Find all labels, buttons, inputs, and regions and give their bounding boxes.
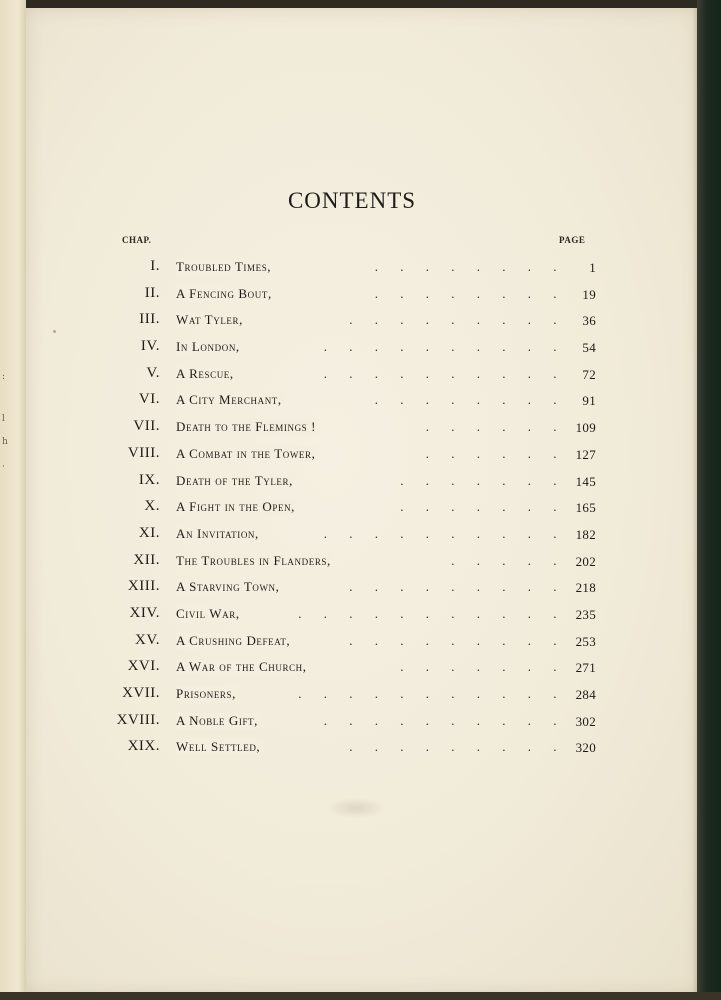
page-number: 72 [582, 366, 596, 382]
toc-row [96, 576, 596, 603]
chapter-number: XII. [133, 551, 160, 568]
book-cover-bottom-edge [0, 992, 721, 1000]
toc-row [96, 523, 596, 550]
chapter-title: A City Merchant, [176, 392, 288, 408]
chapter-title: The Troubles in Flanders, [176, 553, 337, 569]
strip-mark: l [2, 414, 5, 424]
chapter-number: XV. [135, 631, 160, 648]
chapter-title: A Rescue, [176, 366, 240, 382]
page-number: 235 [575, 606, 596, 622]
chapter-number: IX. [138, 471, 160, 488]
page-number: 127 [575, 446, 596, 462]
dot-leader: . . . . . . . [400, 659, 566, 675]
chapter-number: XIII. [127, 578, 160, 595]
page-number: 202 [575, 553, 596, 569]
dot-leader: . . . . . . . . . . [323, 525, 566, 541]
chapter-title: Well Settled, [176, 739, 266, 755]
dot-leader: . . . . . . . . . [349, 739, 566, 755]
chapter-title: An Invitation, [176, 526, 265, 542]
dot-leader: . . . . . . [425, 419, 566, 435]
chapter-number: XI. [138, 524, 160, 541]
dot-leader: . . . . . . . [400, 499, 566, 515]
chapter-title: A Noble Gift, [176, 713, 264, 729]
toc-row [96, 389, 596, 416]
toc-row [96, 736, 596, 763]
chapter-title: A War of the Church, [176, 659, 313, 675]
dot-leader: . . . . . . . . . [349, 312, 566, 328]
paper-smudge [326, 798, 386, 818]
chapter-title: Civil War, [176, 606, 246, 622]
chapter-number: III. [139, 311, 160, 328]
chapter-title: A Starving Town, [176, 579, 286, 595]
chapter-number: II. [144, 284, 160, 301]
dot-leader: . . . . . . . . [374, 285, 566, 301]
chapter-number: VI. [138, 391, 160, 408]
toc-row [96, 363, 596, 390]
page-number: 271 [575, 660, 596, 676]
toc-row [96, 416, 596, 443]
page-number: 320 [575, 740, 596, 756]
dot-leader: . . . . . . . . . . . [298, 686, 566, 701]
chapter-title: A Crushing Defeat, [176, 633, 296, 649]
toc-row [96, 470, 596, 497]
page-column-header: PAGE [559, 235, 586, 245]
toc-row [96, 336, 596, 363]
chapter-number: X. [144, 498, 160, 515]
chapter-title: A Fight in the Open, [176, 499, 301, 515]
page-number: 182 [575, 526, 596, 542]
dot-leader: . . . . . . . . [374, 392, 566, 408]
book-cover-right-edge [697, 0, 721, 1000]
chapter-title: Death of the Tyler, [176, 473, 299, 489]
chapter-number: XIV. [129, 604, 160, 621]
chapter-title: Wat Tyler, [176, 312, 249, 328]
dot-leader: . . . . . [451, 552, 566, 568]
contents-page [26, 8, 700, 994]
page-number: 253 [575, 633, 596, 649]
chapter-title: Prisoners, [176, 686, 242, 702]
chapter-title: In London, [176, 339, 246, 355]
page-number: 19 [582, 286, 596, 302]
toc-row [96, 656, 596, 683]
page-number: 91 [582, 393, 596, 409]
strip-mark: h [2, 437, 8, 447]
strip-mark: : [2, 372, 6, 382]
dot-leader: . . . . . . . . . [349, 632, 566, 648]
dot-leader: . . . . . . . . . . [323, 712, 566, 728]
previous-page-strip [0, 0, 26, 1000]
strip-mark: · [2, 462, 5, 472]
page-number: 284 [575, 687, 596, 702]
chapter-number: V. [146, 364, 160, 381]
toc-row [96, 550, 596, 577]
chapter-number: I. [150, 258, 160, 274]
table-of-contents [96, 256, 596, 763]
chapter-title: Death to the Flemings ! [176, 419, 322, 435]
toc-row [96, 283, 596, 310]
toc-row [96, 603, 596, 630]
page-number: 1 [589, 260, 596, 275]
page-number: 302 [575, 713, 596, 729]
chapter-column-header: CHAP. [122, 235, 152, 245]
paper-speck [53, 330, 56, 333]
chapter-title: Troubled Times, [176, 259, 277, 275]
dot-leader: . . . . . . . . . . . [298, 605, 566, 621]
page-number: 36 [582, 313, 596, 329]
dot-leader: . . . . . . . . [374, 259, 566, 274]
dot-leader: . . . . . . [425, 445, 566, 461]
toc-row [96, 630, 596, 657]
chapter-number: XVIII. [116, 711, 160, 728]
toc-row [96, 710, 596, 737]
chapter-title: A Fencing Bout, [176, 286, 278, 302]
toc-row [96, 443, 596, 470]
page-number: 218 [575, 580, 596, 596]
chapter-number: XVII. [122, 685, 160, 701]
dot-leader: . . . . . . . . . . [323, 365, 566, 381]
page-number: 165 [575, 500, 596, 516]
chapter-number: VIII. [127, 444, 160, 461]
chapter-number: VII. [133, 418, 160, 435]
toc-row [96, 683, 596, 710]
toc-row [96, 309, 596, 336]
dot-leader: . . . . . . . . . [349, 579, 566, 595]
page-number: 145 [575, 473, 596, 489]
page-number: 54 [582, 340, 596, 356]
toc-row [96, 496, 596, 523]
page-title: CONTENTS [287, 188, 417, 213]
chapter-number: IV. [140, 338, 160, 355]
chapter-number: XIX. [127, 738, 160, 755]
dot-leader: . . . . . . . [400, 472, 566, 488]
chapter-title: A Combat in the Tower, [176, 446, 322, 462]
toc-row [96, 256, 596, 283]
chapter-number: XVI. [127, 658, 160, 675]
page-number: 109 [575, 420, 596, 436]
dot-leader: . . . . . . . . . . [323, 339, 566, 355]
